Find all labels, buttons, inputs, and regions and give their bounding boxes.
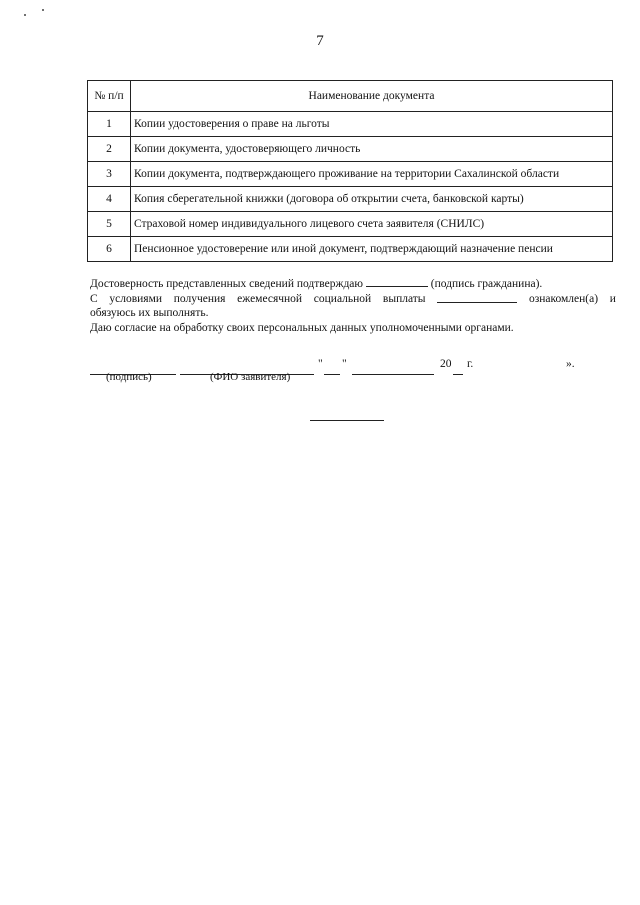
row-document-name: Копии документа, подтверждающего проживание на территории Сахалинской области (131, 162, 613, 187)
date-quote-close: " (342, 358, 347, 370)
applicant-name-caption: (ФИО заявителя) (210, 371, 291, 383)
word: ежемесячной (237, 292, 303, 305)
certify-text: Достоверность представленных сведений подтверждаю (90, 278, 364, 290)
documents-table (87, 80, 613, 262)
table-row (88, 137, 613, 162)
end-rule (310, 420, 384, 421)
word: выплаты (382, 292, 426, 305)
word: и (609, 292, 616, 305)
certify-line (90, 276, 616, 292)
row-document-name: Копии удостоверения о праве на льготы (131, 112, 613, 137)
table-row (88, 112, 613, 137)
row-number: 3 (88, 162, 131, 187)
word: С (90, 292, 98, 305)
page-number: 7 (316, 33, 324, 49)
payment-blank (437, 292, 517, 303)
table-row (88, 237, 613, 262)
statements-block (90, 276, 616, 335)
row-number: 4 (88, 187, 131, 212)
year-suffix: г. (467, 358, 474, 370)
header-document-name: Наименование документа (131, 81, 613, 112)
closing-quote: ». (566, 358, 575, 370)
scan-speck (42, 9, 44, 11)
conditions-line (90, 292, 616, 307)
row-document-name: Страховой номер индивидуального лицевого счета заявителя (СНИЛС) (131, 212, 613, 237)
table-row (88, 212, 613, 237)
row-document-name: Копия сберегательной книжки (договора об открытии счета, банковской карты) (131, 187, 613, 212)
word: условиями (109, 292, 163, 305)
row-number: 1 (88, 112, 131, 137)
signature-caption: (подпись) (106, 371, 152, 383)
word: получения (173, 292, 226, 305)
row-document-name: Копии документа, удостоверяющего личность (131, 137, 613, 162)
table-header-row (88, 81, 613, 112)
date-quote-open: " (318, 358, 323, 370)
row-document-name: Пенсионное удостоверение или иной документ, подтверждающий назначение пенсии (131, 237, 613, 262)
row-number: 2 (88, 137, 131, 162)
table-row (88, 162, 613, 187)
day-blank (324, 360, 340, 375)
citizen-signature-blank (366, 276, 428, 287)
year-blank (453, 360, 463, 375)
obligation-line: обязуюсь их выполнять. (90, 307, 209, 319)
word: ознакомлен(а) (528, 292, 599, 305)
table-row (88, 187, 613, 212)
consent-line: Даю согласие на обработку своих персональных данных уполномоченными органами. (90, 321, 514, 334)
scan-speck (24, 14, 26, 16)
header-number: № п/п (88, 81, 131, 112)
month-blank (352, 360, 434, 375)
year-prefix: 20 (440, 358, 452, 370)
citizen-signature-caption: (подпись гражданина). (430, 278, 543, 290)
row-number: 6 (88, 237, 131, 262)
word: социальной (313, 292, 372, 305)
row-number: 5 (88, 212, 131, 237)
